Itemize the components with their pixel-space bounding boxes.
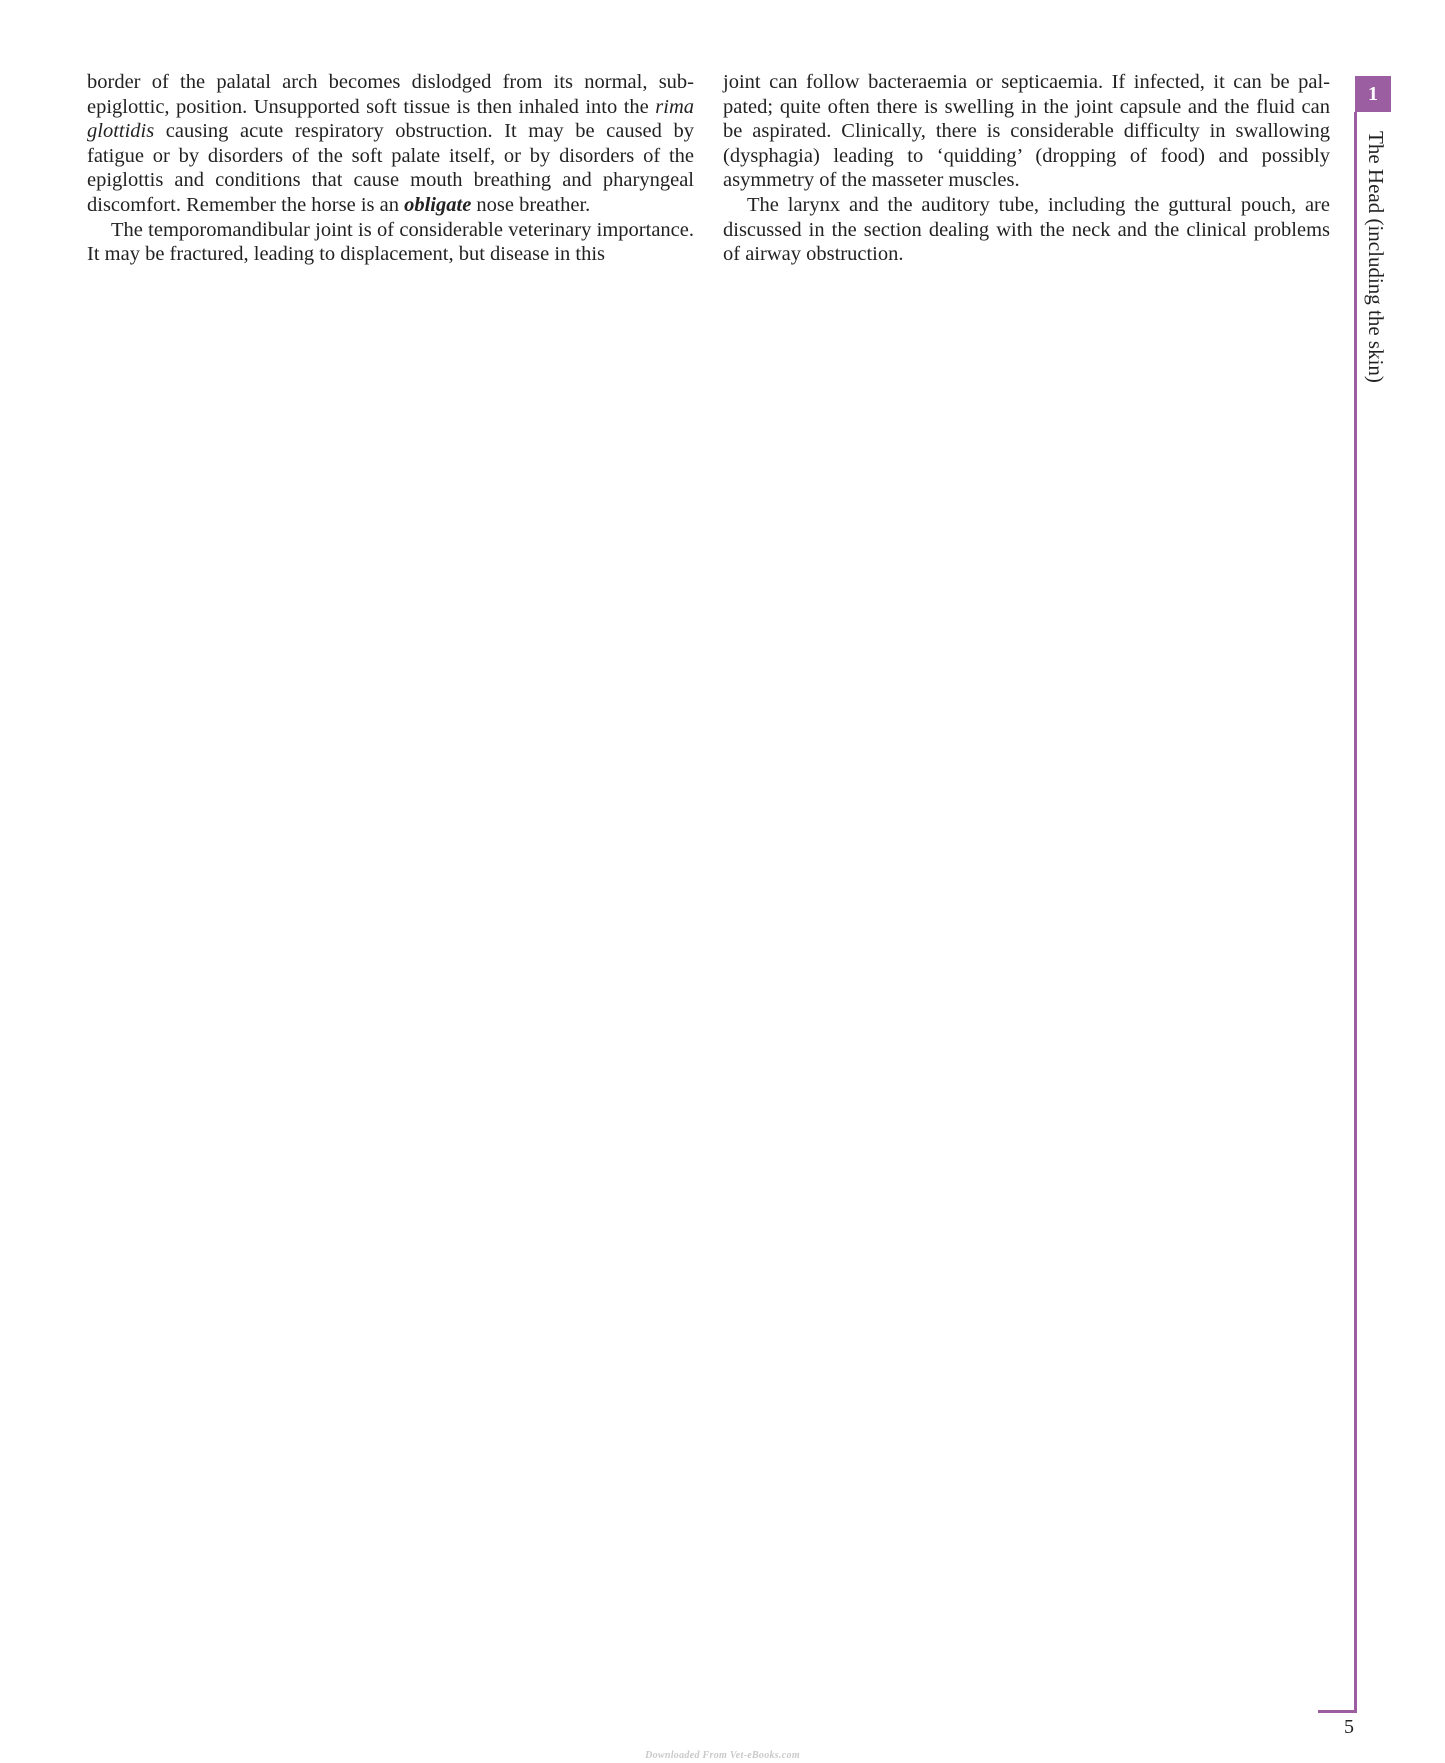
running-chapter-title: The Head (including the skin) xyxy=(1364,131,1388,383)
bold-italic-term: obligate xyxy=(404,193,472,216)
page-number: 5 xyxy=(1344,1716,1354,1738)
paragraph: joint can follow bacteraemia or septicaemia. If infected, it can be palpated; quite often there is swelling in the joint capsule and the fluid can be aspirated. Clinically, there is considerable difficulty in swallowing (dysphagia) leading to ‘quidding’ (dropping of food) and possibly asymmetry of the masseter muscles. xyxy=(723,71,1330,192)
paragraph: The temporomandibular joint is of considerable veterinary importance. It may be fractured, leading to displacement, but disease in this xyxy=(87,218,694,266)
paragraph-text: border of the palatal arch becomes dislodged from its normal, subepiglottic, position. Unsupported soft tissue is then inhaled into the xyxy=(87,71,694,118)
left-text-column xyxy=(87,70,694,267)
italic-term: rima glottidis xyxy=(87,95,694,143)
chapter-number-badge: 1 xyxy=(1355,76,1391,112)
chapter-bottom-rule xyxy=(1318,1710,1357,1713)
paragraph-text: nose breather. xyxy=(471,193,591,216)
watermark: Downloaded From Vet-eBooks.com xyxy=(645,1750,800,1761)
paragraph xyxy=(87,70,694,218)
right-text-column xyxy=(723,70,1330,267)
chapter-side-rule xyxy=(1354,112,1357,1712)
paragraph-text: causing acute respiratory obstruction. It may be caused by fatigue or by disorders of the soft palate itself, or by disorders of the epiglottis and conditions that cause mouth breathing and pharyngeal discomfort. Remember the horse is an xyxy=(87,120,694,216)
paragraph: The larynx and the auditory tube, including the guttural pouch, are discussed in the section dealing with the neck and the clinical problems of airway obstruction. xyxy=(723,193,1330,266)
